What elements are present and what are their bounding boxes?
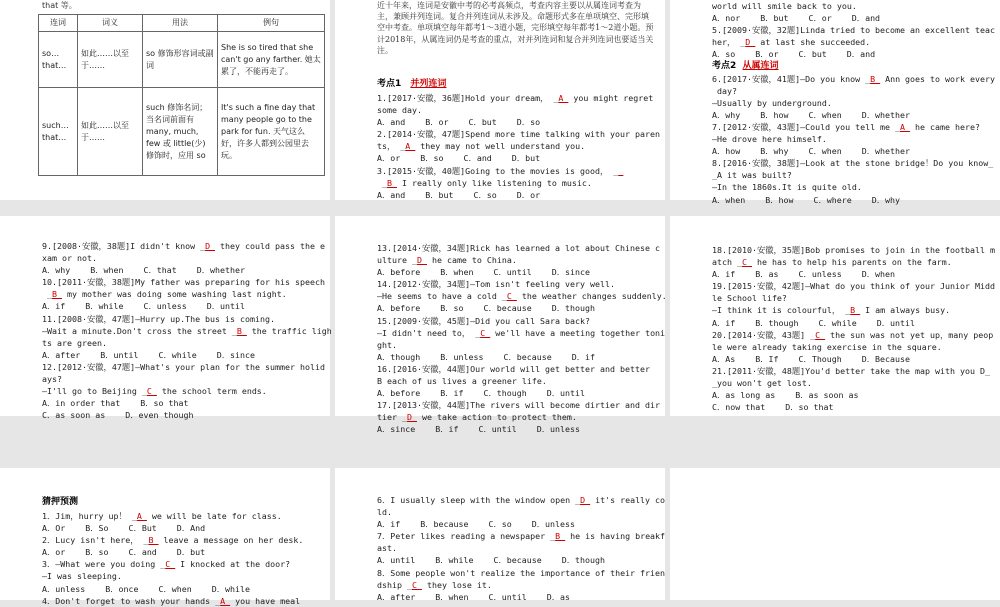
answer-blank: A_ — [900, 121, 911, 132]
section-title: 从属连词 — [742, 61, 779, 72]
slide-4 — [0, 216, 332, 421]
question-line: 5.[2009·安徽，32题]Linda tried to become an excellent teac — [712, 25, 995, 36]
slide-7 — [0, 468, 330, 606]
slide-9 — [670, 468, 1000, 600]
question-line: A．As B．If C．Though D．Because — [712, 353, 911, 364]
table-cell: It's such a fine day that many people go to the park for fun. 天气这么好，许多人都到公园里去玩。 — [218, 88, 325, 176]
question-line: —He drove here himself. — [712, 134, 827, 145]
header-cell: 用法 — [143, 15, 218, 32]
table-cell: She is so tired that she can't go any farther. 她太累了，不能再走了。 — [218, 32, 325, 88]
answer-blank: B_ — [555, 531, 566, 542]
slide-1 — [0, 0, 330, 200]
question-line: —I was sleeping. — [42, 571, 122, 582]
question-line: C．as soon as D．even though — [42, 410, 194, 421]
question-line: ts， _A_ they may not well understand you. — [377, 141, 586, 152]
question-block — [42, 240, 332, 421]
question-line: A．since B．if C．until D．unless — [377, 424, 581, 435]
question-line: —I'll go to Beijing _C_ the school term ends. — [42, 386, 267, 397]
question-line: 16.[2016·安徽，44题]Our world will get better and better — [377, 363, 655, 374]
question-line: A．and B．but C．so D．or — [377, 189, 541, 200]
question-line: 8．Some people won't realize the importance of their frien — [377, 567, 666, 578]
question-block — [377, 242, 667, 436]
question-block — [712, 244, 995, 413]
question-block — [377, 92, 660, 201]
header-cell: 连词 — [39, 15, 78, 32]
table-cell: so…that… — [39, 32, 78, 88]
answer-blank: C_ — [480, 327, 491, 338]
question-line: A．how B．why C．when D．whether — [712, 146, 911, 157]
question-line: day? — [712, 85, 737, 96]
question-line: 1.[2017·安徽，36题]Hold your dream， _A_ you might regret — [377, 93, 659, 103]
section-title: 并列连词 — [410, 79, 447, 89]
question-line: A．if B．because C．so D．unless — [377, 519, 576, 530]
question-line: A．Or B．So C．But D．And — [42, 523, 206, 534]
question-line: 14.[2012·安徽，34题]—Tom isn't feeling very well. — [377, 279, 615, 290]
question-line: world will smile back to you. — [712, 1, 857, 11]
question-line: 1．Jim，hurry up！ _A_ we will be late for class. — [42, 511, 282, 521]
answer-blank: C_ — [506, 291, 517, 302]
answer-blank: B_ — [236, 325, 247, 336]
table-cell: such…that… — [39, 88, 78, 176]
question-line: A．after B．when C．until D．as — [377, 591, 571, 602]
slide-2 — [335, 0, 665, 200]
question-line: A．until B．while C．because D．though — [377, 555, 605, 566]
question-line: A．as long as B．as soon as — [712, 390, 859, 401]
question-line: 7．Peter likes reading a newspaper _B_ he is having breakf — [377, 531, 666, 542]
question-line: 12.[2012·安徽，47题]—What's your plan for the summer holid — [42, 361, 325, 372]
question-line: 17.[2013·安徽，44题]The rivers will become dirtier and dir — [377, 400, 660, 411]
question-line: atch _C_ he has to help his parents on the farm. — [712, 257, 952, 268]
answer-blank: D_ — [580, 495, 591, 505]
question-line: B each of us lives a greener life. — [377, 376, 547, 387]
question-line: 6．I usually sleep with the window open _D_ it's really co — [377, 495, 666, 505]
question-line: A．why B．when C．that D．whether — [42, 265, 246, 276]
question-line: 2.[2014·安徽，47题]Spend more time talking with your paren — [377, 129, 660, 140]
answer-blank: B_ — [850, 305, 861, 316]
question-line: —Wait a minute.Don't cross the street _B_ the traffic ligh — [42, 325, 332, 336]
table-cell: 如此……以至于…… — [78, 88, 143, 176]
question-line: her， _D_ at last she succeeded. — [712, 37, 871, 48]
section-prefix: 考点1 — [377, 79, 402, 89]
answer-blank: C_ — [411, 579, 422, 590]
question-line: dship _C_ they lose it. — [377, 579, 492, 590]
question-line: 20.[2014·安徽，43题] _C_ the sun was not yet up，many peop — [712, 329, 994, 340]
answer-blank: _ — [618, 165, 624, 176]
question-line: _A it was built? — [712, 170, 792, 181]
question-line: ulture _D_ he came to China. — [377, 255, 517, 266]
header-cell: 例句 — [218, 15, 325, 32]
answer-blank: B_ — [52, 289, 62, 300]
question-block — [712, 0, 995, 206]
question-line: A．before B．if C．though D．until — [377, 388, 586, 399]
question-line: _B_ I really only like listening to music. — [377, 177, 592, 188]
answer-blank: D_ — [416, 255, 427, 266]
question-line: some day. — [377, 105, 422, 116]
answer-blank: D_ — [406, 412, 417, 423]
question-line: 8.[2016·安徽，38题]—Look at the stone bridge！Do you know_ — [712, 158, 994, 169]
question-line: le School life? — [712, 293, 787, 304]
question-line: A．after B．until C．while D．since — [42, 349, 256, 360]
question-line: A．if B．while C．unless D．until — [42, 301, 246, 312]
answer-blank: D_ — [745, 37, 756, 48]
answer-blank: C_ — [165, 559, 176, 570]
question-line: —Usually by underground. — [712, 97, 832, 108]
slide2-intro: 近十年来，连词是安徽中考的必考高频点，考查内容主要以从属连词考查为主，兼顾并列连词。复合并列连词从未涉及。命题形式多在单项填空、完形填空中考查。单项填空每年都考1～3道小题，完形填空每年都考1～2道小题。预计2018年，从属连词仍是考查的重点，对并列连词和复合并列连词也要适当关注。 — [377, 1, 654, 55]
question-line: 13.[2014·安徽，34题]Rick has learned a lot about Chinese c — [377, 243, 660, 253]
question-line: 19.[2015·安徽，42题]—What do you think of your Junior Midd — [712, 281, 995, 292]
question-line: A．when B．how C．where D．why — [712, 194, 901, 205]
table-row — [39, 88, 325, 176]
question-block — [42, 510, 320, 607]
slide1-top-text: that 等。 — [42, 1, 77, 10]
question-line: 3．—What were you doing _C_ I knocked at the door? — [42, 559, 291, 570]
answer-blank: B_ — [387, 177, 397, 188]
table-cell: such 修饰名词；当名词前面有 many, much, few 或 little(少) 修饰时，应用 so — [143, 88, 218, 176]
slide-5 — [335, 216, 667, 435]
section-heading — [712, 60, 990, 72]
question-line: ght. — [377, 339, 397, 350]
conjunction-table — [38, 14, 325, 176]
question-line: tier _D_ we take action to protect them. — [377, 412, 577, 423]
question-line: —He seems to have a cold _C_ the weather changes suddenly. — [377, 291, 667, 302]
question-line: A．why B．how C．when D．whether — [712, 109, 911, 120]
question-line: A．if B．as C．unless D．when — [712, 269, 896, 280]
answer-blank: D_ — [205, 241, 216, 251]
question-line: A．and B．or C．but D．so — [377, 117, 541, 128]
question-line: 11.[2008·安徽，47题]—Hurry up.The bus is coming. — [42, 313, 275, 324]
question-line: A．in order that B．so that — [42, 398, 189, 409]
question-line: _you won't get lost. — [712, 378, 812, 389]
question-line: —In the 1860s.It is quite old. — [712, 182, 862, 193]
question-line: ld. — [377, 507, 392, 518]
section-prefix: 考点2 — [712, 61, 743, 72]
question-line: 15.[2009·安徽，45题]—Did you call Sara back? — [377, 315, 591, 326]
question-line: C．now that D．so that — [712, 402, 834, 413]
question-block — [377, 494, 666, 603]
slide-8 — [335, 468, 665, 600]
table-cell: 如此……以至于…… — [78, 32, 143, 88]
question-line: 18.[2010·安徽，35题]Bob promises to join in the football m — [712, 245, 995, 255]
question-line: 7.[2012·安徽，43题]—Could you tell me _A_ he came here? — [712, 121, 980, 132]
answer-blank: A_ — [220, 595, 231, 606]
question-line: xam or not. — [42, 253, 97, 264]
answer-blank: C_ — [741, 257, 752, 268]
table-row — [39, 32, 325, 88]
section-heading — [377, 76, 446, 89]
question-line: A．if B．though C．while D．until — [712, 317, 916, 328]
question-line: 21.[2011·安徽，48题]You'd better take the map with you D_ — [712, 365, 990, 376]
question-line: A．though B．unless C．because D．if — [377, 351, 596, 362]
question-line: ts are green. — [42, 337, 107, 348]
question-line: A．before B．so C．because D．though — [377, 303, 596, 314]
question-line: A．unless B．once C．when D．while — [42, 583, 251, 594]
question-line: 6.[2017·安徽，41题]—Do you know _B_ Ann goes to work every — [712, 73, 995, 84]
question-line: 10.[2011·安徽，38题]My father was preparing for his speech — [42, 277, 325, 288]
header-cell: 词义 — [78, 15, 143, 32]
answer-blank: C_ — [146, 386, 157, 397]
question-line: A．nor B．but C．or D．and — [712, 13, 881, 24]
answer-blank: A_ — [405, 141, 416, 152]
table-header-row — [39, 15, 325, 32]
question-line: 9.[2008·安徽，38题]I didn't know _D_ they could pass the e — [42, 241, 325, 251]
prediction-heading: 猜押预测 — [42, 497, 79, 507]
question-line: A．or B．so C．and D．but — [377, 153, 541, 164]
answer-blank: C_ — [815, 329, 826, 340]
answer-blank: B_ — [148, 535, 159, 546]
question-line: —I didn't need to， _C_ we'll have a meeting together toni — [377, 327, 666, 338]
question-line: A．so B．or C．but D．and — [712, 49, 876, 60]
slide-6 — [670, 216, 1000, 416]
question-line: 2．Lucy isn't here， _B_ leave a message on her desk. — [42, 535, 304, 546]
question-line: 3.[2015·安徽，40题]Going to the movies is good， __ — [377, 165, 624, 176]
answer-blank: B_ — [870, 73, 881, 84]
table-cell: so 修饰形容词或副词 — [143, 32, 218, 88]
answer-blank: A_ — [136, 511, 147, 521]
question-line: A．or B．so C．and D．but — [42, 547, 206, 558]
question-line: _B_ my mother was doing some washing last night. — [42, 289, 287, 300]
question-line: 4．Don't forget to wash your hands _A_ you have meal — [42, 595, 301, 606]
question-line: ast. — [377, 543, 397, 554]
question-line: le were already taking exercise in the square. — [712, 341, 942, 352]
answer-blank: A_ — [558, 93, 569, 103]
question-line: —I think it is colourful， _B_ I am always busy. — [712, 305, 951, 316]
slide-3 — [670, 0, 1000, 205]
question-line: ays? — [42, 374, 62, 385]
question-line: A．before B．when C．until D．since — [377, 267, 591, 278]
